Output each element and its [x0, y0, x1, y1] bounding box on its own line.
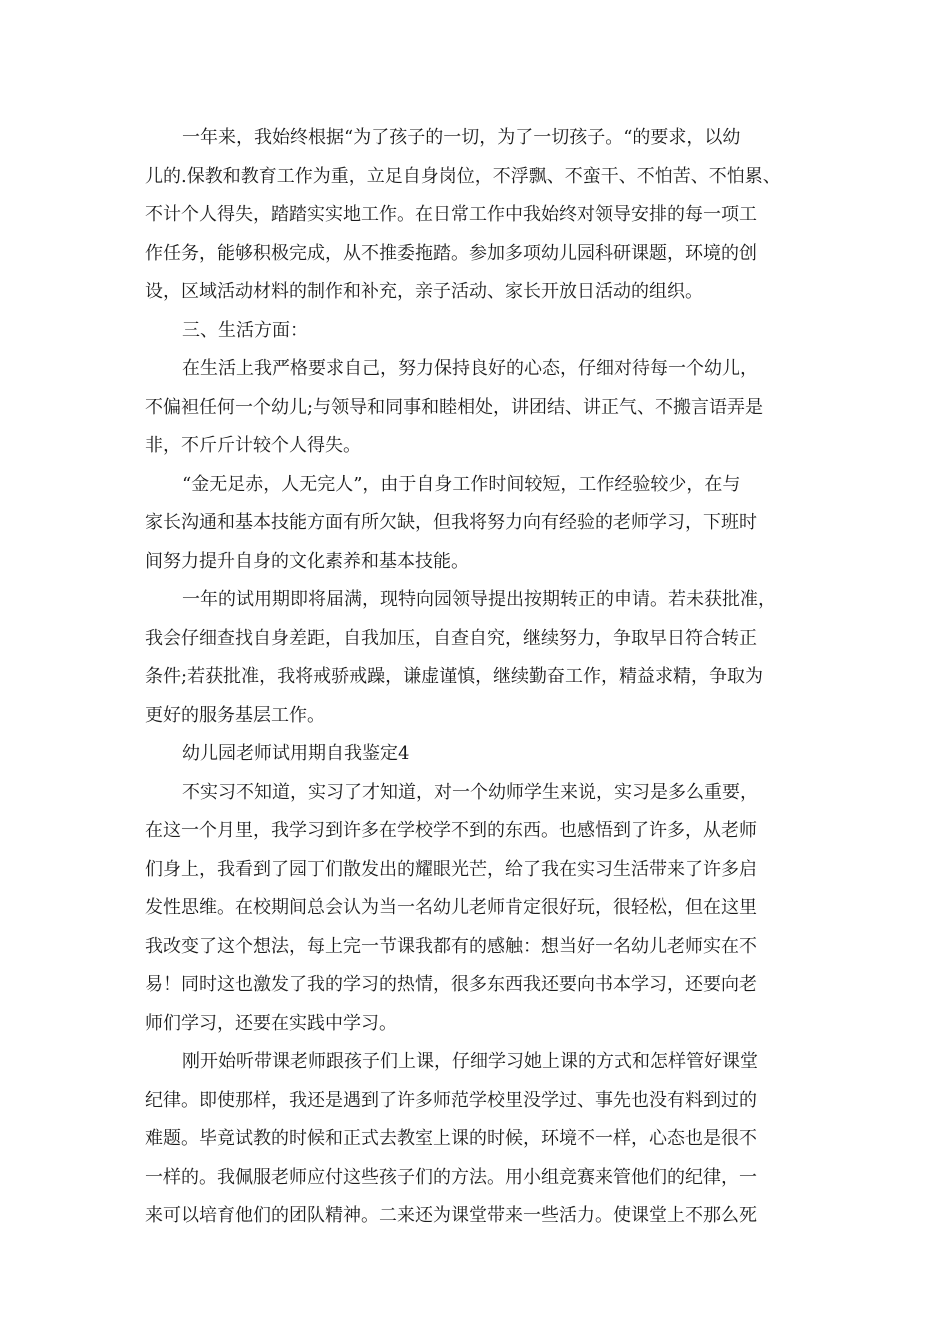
text-line: 不偏袒任何一个幼儿;与领导和同事和睦相处，讲团结、讲正气、不搬言语弄是: [145, 396, 764, 418]
text-line: 非，不斤斤计较个人得失。: [145, 435, 361, 456]
text-line: 间努力提升自身的文化素养和基本技能。: [145, 550, 469, 572]
text-line: 纪律。即使那样，我还是遇到了许多师范学校里没学过、事先也没有料到过的: [145, 1089, 757, 1111]
text-line: 刚开始听带课老师跟孩子们上课，仔细学习她上课的方式和怎样管好课堂: [182, 1051, 758, 1072]
text-line: 更好的服务基层工作。: [145, 704, 325, 726]
article-title: 幼儿园老师试用期自我鉴定4: [182, 743, 410, 764]
text-line: 条件;若获批准，我将戒骄戒躁，谦虚谨慎，继续勤奋工作，精益求精，争取为: [145, 666, 764, 687]
text-line: 我改变了这个想法，每上完一节课我都有的感触：想当好一名幼儿老师实在不: [145, 935, 757, 957]
text-line: 一年的试用期即将届满，现特向园领导提出按期转正的申请。若未获批准，: [182, 589, 776, 610]
text-line: 在生活上我严格要求自己，努力保持良好的心态，仔细对待每一个幼儿，: [182, 358, 758, 379]
text-line: 设，区域活动材料的制作和补充，亲子活动、家长开放日活动的组织。: [145, 281, 703, 302]
text-line: 来可以培育他们的团队精神。二来还为课堂带来一些活力。使课堂上不那么死: [145, 1205, 757, 1226]
text-line: 师们学习，还要在实践中学习。: [145, 1012, 397, 1034]
text-line: “金无足赤，人无完人”，由于自身工作时间较短，工作经验较少，在与: [182, 473, 741, 495]
text-line: 一年来，我始终根据“为了孩子的一切，为了一切孩子。“的要求，以幼: [182, 127, 741, 148]
text-line: 在这一个月里，我学习到许多在学校学不到的东西。也感悟到了许多，从老师: [145, 820, 757, 841]
text-line: 难题。毕竟试教的时候和正式去教室上课的时候，环境不一样，心态也是很不: [145, 1128, 757, 1149]
text-line: 们身上，我看到了园丁们散发出的耀眼光芒，给了我在实习生活带来了许多启: [145, 858, 757, 880]
text-line: 儿的.保教和教育工作为重，立足自身岗位，不浮飘、不蛮干、不怕苦、不怕累、: [145, 165, 781, 187]
text-line: 作任务，能够积极完成，从不推委拖踏。参加多项幼儿园科研课题，环境的创: [145, 242, 757, 264]
text-line: 不计个人得失，踏踏实实地工作。在日常工作中我始终对领导安排的每一项工: [145, 204, 757, 225]
text-line: 易！同时这也激发了我的学习的热情，很多东西我还要向书本学习，还要向老: [145, 974, 757, 995]
text-line: 不实习不知道，实习了才知道，对一个幼师学生来说，实习是多么重要，: [182, 781, 758, 803]
text-line: 发性思维。在校期间总会认为当一名幼儿老师肯定很好玩，很轻松，但在这里: [145, 897, 757, 918]
document-body: [145, 119, 810, 1236]
section-heading: 三、生活方面：: [182, 319, 308, 341]
text-line: 家长沟通和基本技能方面有所欠缺，但我将努力向有经验的老师学习，下班时: [145, 512, 757, 533]
text-line: 一样的。我佩服老师应付这些孩子们的方法。用小组竞赛来管他们的纪律，一: [145, 1166, 757, 1188]
text-line: 我会仔细查找自身差距，自我加压，自查自究，继续努力，争取早日符合转正: [145, 627, 757, 649]
